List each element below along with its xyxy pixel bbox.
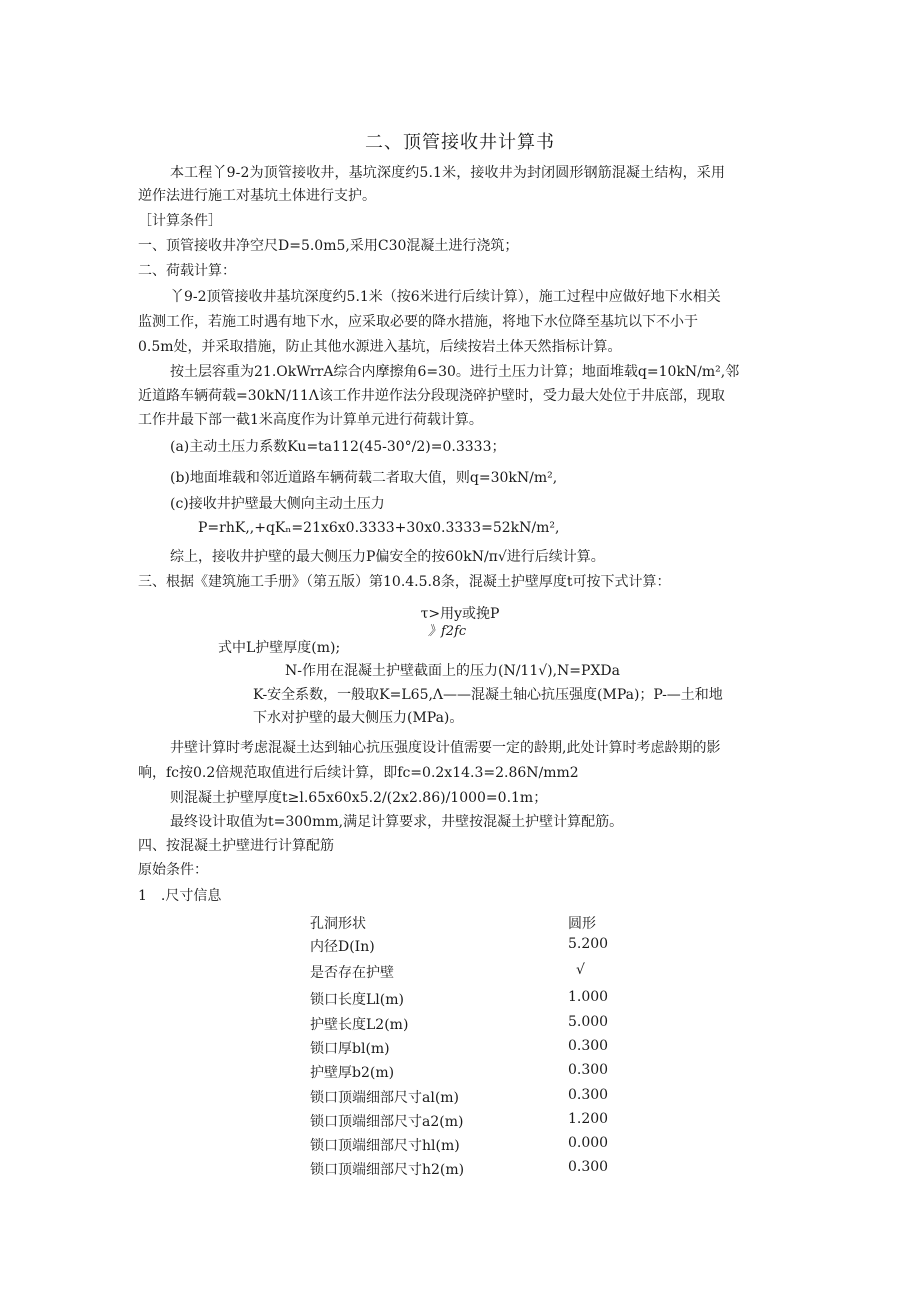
summary-line: 综上，接收井护壁的最大侧压力P偏安全的按60kN∕π√进行后续计算。 bbox=[170, 549, 605, 565]
table-key: 锁口顶端细部尺寸al(m) bbox=[310, 1090, 460, 1106]
table-value: 0.300 bbox=[568, 1159, 609, 1175]
intro-line-1: 本工程丫9-2为顶管接收井，基坑深度约5.1米，接收井为封闭圆形钢筋混凝土结构，采用 bbox=[170, 165, 726, 181]
item-a: (a)主动土压力系数Ku=ta112(45-30°/2)=0.3333； bbox=[170, 439, 506, 455]
where-line-4: 下水对护壁的最大侧压力(MPa)。 bbox=[253, 710, 464, 726]
table-value: 圆形 bbox=[568, 916, 596, 932]
where-line-3: K-安全系数，一般取K=L65,Λ——混凝土轴心抗压强度(MPa)；P-—土和地 bbox=[253, 687, 723, 703]
para-soil-line-3: 工作井最下部一截1米高度作为计算单元进行荷载计算。 bbox=[138, 412, 483, 428]
table-key: 孔洞形状 bbox=[310, 916, 366, 932]
wall-calc-line-2: 响，fc按0.2倍规范取值进行后续计算，即fc=0.2x14.3=2.86N∕mm2 bbox=[138, 765, 579, 781]
table-key: 护壁长度L2(m) bbox=[310, 1017, 409, 1033]
para-load-line-3: 0.5m处，并采取措施，防止其他水源进入基坑，后续按岩土体天然指标计算。 bbox=[138, 339, 622, 355]
table-value: 0.000 bbox=[568, 1135, 609, 1151]
section-1: 一、顶管接收井净空尺D=5.0m5,采用C30混凝土进行浇筑； bbox=[138, 238, 519, 254]
section-3: 三、根据《建筑施工手册》（第五版）第10.4.5.8条，混凝土护壁厚度t可按下式计算： bbox=[138, 574, 671, 590]
table-key: 锁口顶端细部尺寸a2(m) bbox=[310, 1114, 464, 1130]
section-conditions: ［计算条件］ bbox=[138, 213, 222, 229]
table-row bbox=[310, 1014, 610, 1038]
table-row bbox=[310, 1111, 610, 1135]
table-value: 1.000 bbox=[568, 989, 609, 1005]
table-value: 0.300 bbox=[568, 1038, 609, 1054]
table-value: 5.200 bbox=[568, 936, 609, 952]
table-row bbox=[310, 1135, 610, 1159]
wall-calc-line-4: 最终设计取值为t=300mm,满足计算要求，井壁按混凝土护壁计算配筋。 bbox=[170, 814, 624, 830]
formula-numerator: τ>用y或挽P bbox=[420, 606, 500, 622]
table-value: 0.300 bbox=[568, 1062, 609, 1078]
table-row bbox=[310, 1159, 610, 1183]
para-soil-line-2: 近道路车辆荷载=30kN∕11Λ该工作井逆作法分段现浇碎护壁时，受力最大处位于井底部，现取 bbox=[138, 388, 725, 404]
document-title: 二、顶管接收井计算书 bbox=[365, 132, 555, 153]
wall-calc-line-1: 井壁计算时考虑混凝土达到轴心抗压强度设计值需要一定的龄期,此处计算时考虑龄期的影 bbox=[170, 740, 721, 756]
table-value: √ bbox=[576, 962, 585, 978]
table-row bbox=[310, 936, 610, 960]
section-2: 二、荷载计算： bbox=[138, 263, 236, 279]
where-line-1: 式中L护壁厚度(m); bbox=[218, 640, 341, 656]
table-key: 锁口长度Ll(m) bbox=[310, 992, 404, 1008]
table-key: 护壁厚b2(m) bbox=[310, 1065, 395, 1081]
dimension-info-heading: 1 .尺寸信息 bbox=[138, 888, 222, 904]
table-row bbox=[310, 989, 610, 1013]
table-value: 1.200 bbox=[568, 1111, 609, 1127]
table-key: 锁口顶端细部尺寸hl(m) bbox=[310, 1138, 460, 1154]
table-key: 内径D(In) bbox=[310, 939, 375, 955]
table-key: 锁口厚bl(m) bbox=[310, 1041, 390, 1057]
table-row bbox=[310, 1062, 610, 1086]
wall-calc-line-3: 则混凝土护壁厚度t≥l.65x60x5.2/(2x2.86)/1000=0.1m； bbox=[170, 790, 548, 806]
formula-pressure: P=rhK,,+qKₙ=21x6x0.3333+30x0.3333=52kN/m², bbox=[198, 520, 560, 536]
table-value: 0.300 bbox=[568, 1087, 609, 1103]
section-4: 四、按混凝土护壁进行计算配筋 bbox=[138, 838, 334, 854]
table-row bbox=[310, 1038, 610, 1062]
para-load-line-2: 监测工作，若施工时遇有地下水，应采取必要的降水措施，将地下水位降至基坑以下不小于 bbox=[138, 314, 698, 330]
where-line-2: N-作用在混凝土护壁截面上的压力(N∕11√),N=PXDa bbox=[285, 663, 620, 679]
original-conditions: 原始条件： bbox=[138, 862, 208, 878]
table-key: 锁口顶端细部尺寸h2(m) bbox=[310, 1162, 465, 1178]
item-b: (b)地面堆载和邻近道路车辆荷载二者取大值，则q=30kN∕m², bbox=[170, 470, 558, 486]
intro-line-2: 逆作法进行施工对基坑土体进行支护。 bbox=[138, 188, 376, 204]
table-value: 5.000 bbox=[568, 1014, 609, 1030]
para-load-line-1: 丫9-2顶管接收井基坑深度约5.1米（按6米进行后续计算），施工过程中应做好地下水相关 bbox=[170, 289, 721, 305]
table-row bbox=[310, 962, 610, 986]
table-row bbox=[310, 913, 610, 937]
item-c: (c)接收井护壁最大侧向主动土压力 bbox=[170, 496, 385, 512]
table-row bbox=[310, 1087, 610, 1111]
formula-denominator: 》f2fc bbox=[428, 624, 467, 639]
para-soil-line-1: 按土层容重为21.OkWrrA综合内摩擦角6=30。进行土压力计算；地面堆载q=10kN∕m²,邻 bbox=[170, 364, 740, 380]
table-key: 是否存在护壁 bbox=[310, 965, 394, 981]
